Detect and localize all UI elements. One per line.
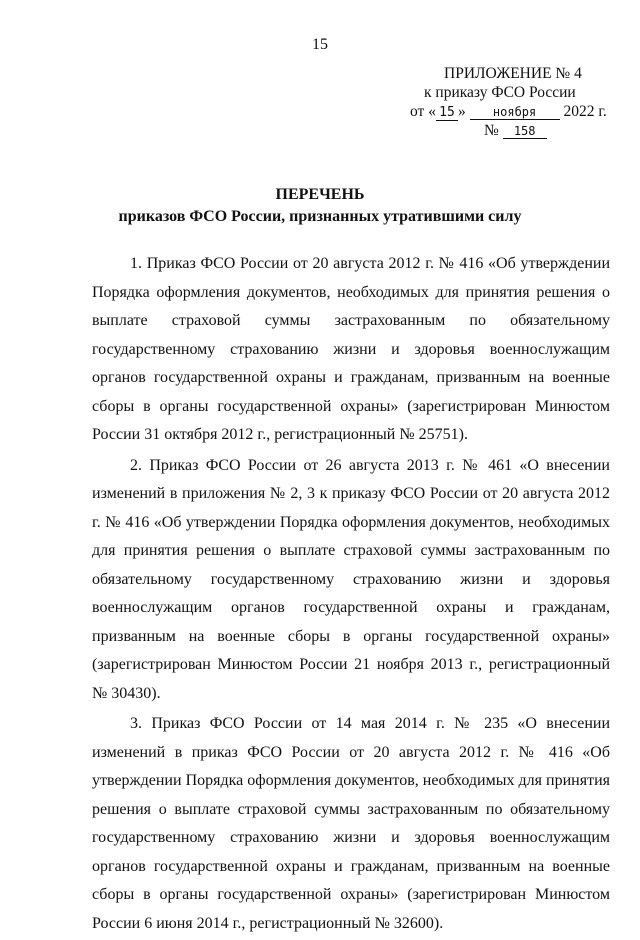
page-number: 15	[312, 36, 328, 53]
handwritten-day: 15	[436, 106, 458, 121]
date-prefix: от «	[410, 103, 436, 120]
handwritten-month: ноября	[470, 105, 560, 120]
annex-subtitle: к приказу ФСО России	[424, 84, 576, 101]
annex-number-line	[484, 120, 547, 141]
date-year: 2022 г.	[563, 103, 607, 120]
number-prefix: №	[484, 122, 499, 139]
annex-title: ПРИЛОЖЕНИЕ № 4	[444, 65, 582, 82]
date-mid: »	[457, 103, 466, 120]
list-item: 1. Приказ ФСО России от 20 августа 2012 г. № 416 «Об утверждении Порядка оформления документов, необходимых для принятия решения о выплате страховой суммы застрахованным по обязательному государственному страхованию жизни и здоровья военнослужащим органов государственной охраны и гражданам, призванным на военные сборы в органы государственной охраны» (зарегистрирован Минюстом России 31 октября 2012 г., регистрационный № 25751).	[92, 255, 610, 443]
list-item: 2. Приказ ФСО России от 26 августа 2013 г. № 461 «О внесении изменений в приложения № 2, 3 к приказу ФСО России от 20 августа 2012 г. № 416 «Об утверждении Порядка оформления документов, необходимых для принятия решения о выплате страховой суммы застрахованным по обязательному государственному страхованию жизни и здоровья военнослужащим органов государственной охраны и гражданам, призванным на военные сборы в органы государственной охраны» (зарегистрирован Минюстом России 21 ноября 2013 г., регистрационный № 30430).	[92, 456, 610, 702]
list-item: 3. Приказ ФСО России от 14 мая 2014 г. № 235 «О внесении изменений в приказ ФСО России от 20 августа 2012 г. № 416 «Об утверждении Порядка оформления документов, необходимых для принятия решения о выплате страховой суммы застрахованным по обязательному государственному страхованию жизни и здоровья военнослужащим органов государственной охраны и гражданам, призванным на военные сборы в органы государственной охраны» (зарегистрирован Минюстом России 6 июня 2014 г., регистрационный № 32600).	[92, 715, 610, 932]
order-list	[92, 250, 610, 940]
document-heading	[0, 184, 640, 228]
handwritten-number: 158	[503, 124, 547, 139]
annex-date-line	[410, 101, 607, 122]
heading-title: ПЕРЕЧЕНЬ	[275, 186, 365, 203]
heading-subtitle: приказов ФСО России, признанных утратившими силу	[118, 208, 522, 225]
